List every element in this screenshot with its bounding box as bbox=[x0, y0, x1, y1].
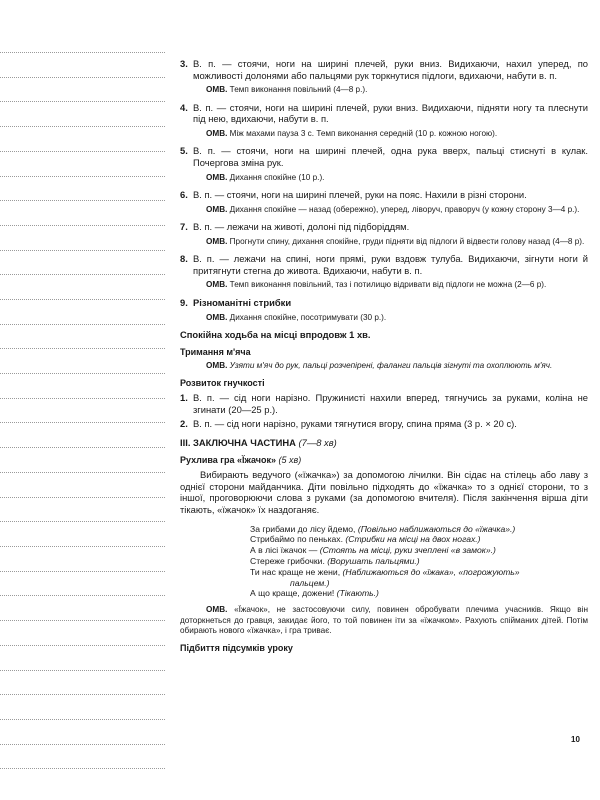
flex-list bbox=[180, 392, 588, 429]
margin-line bbox=[0, 472, 165, 473]
margin-line bbox=[0, 719, 165, 720]
page-content bbox=[180, 58, 588, 657]
margin-line bbox=[0, 299, 165, 300]
poem-text: А що краще, дожени! bbox=[250, 588, 337, 599]
margin-line bbox=[0, 571, 165, 572]
poem-action: (Наближаються до «їжака», «погрожують» bbox=[342, 566, 520, 577]
omv-text: Темп виконання повільний (4—8 р.). bbox=[229, 85, 368, 95]
poem-line bbox=[250, 545, 588, 556]
exercise-text: В. п. — стоячи, ноги на ширині плечей, руки вниз. Видихаючи, нахил уперед, по можливості долонями або пальцями рук торкнутися підлоги, вдихаючи, набути в. п. bbox=[193, 58, 588, 81]
margin-line bbox=[0, 620, 165, 621]
exercise-text: Різноманітні стрибки bbox=[193, 296, 292, 308]
margin-line bbox=[0, 447, 165, 448]
omv-label: ОМВ. bbox=[206, 605, 228, 615]
poem-action: (Стоять на місці, руки зчеплені «в замок».) bbox=[319, 545, 496, 556]
omv-label: ОМВ. bbox=[206, 312, 228, 322]
omv-label: ОМВ. bbox=[206, 236, 228, 246]
exercise-number: 8. bbox=[180, 253, 188, 265]
omv-label: ОМВ. bbox=[206, 361, 228, 371]
poem-text: Стереже грибочки. bbox=[250, 556, 328, 567]
margin-line bbox=[0, 373, 165, 374]
margin-line bbox=[0, 101, 165, 102]
poem-action: (Тікають.) bbox=[336, 588, 379, 599]
poem-line bbox=[250, 524, 588, 535]
lesson-summary: Підбиття підсумків уроку bbox=[180, 642, 293, 653]
exercise-number: 6. bbox=[180, 189, 188, 201]
poem-action: (Стрибки на місці на двох ногах.) bbox=[345, 534, 481, 545]
omv-label: ОМВ. bbox=[206, 128, 228, 138]
poem-line bbox=[250, 534, 588, 545]
game-title-text: Рухлива гра «Їжачок» bbox=[180, 454, 279, 465]
margin-line bbox=[0, 694, 165, 695]
exercise-text: В. п. — лежачи на животі, долоні під підборіддям. bbox=[193, 221, 410, 233]
poem-text: А в лісі їжачок — bbox=[250, 545, 320, 556]
flex-number: 1. bbox=[180, 392, 188, 404]
omv-label: ОМВ. bbox=[206, 204, 228, 214]
flex-item bbox=[180, 418, 588, 430]
poem-text: Стрибаймо по пеньках. bbox=[250, 534, 346, 545]
margin-line bbox=[0, 77, 165, 78]
exercise-number: 4. bbox=[180, 101, 188, 113]
exercise-item bbox=[180, 297, 588, 309]
exercise-number: 5. bbox=[180, 145, 188, 157]
flex-heading: Розвиток гнучкості bbox=[180, 377, 265, 388]
margin-line bbox=[0, 176, 165, 177]
poem-text: Ти нас краще не жени, bbox=[250, 566, 343, 577]
exercise-omv bbox=[206, 280, 588, 291]
flex-text: В. п. — сід ноги нарізно. Пружинисті нахили вперед, тягнучись за руками, коліна не згинати (20—25 р.). bbox=[193, 392, 588, 415]
ball-heading: Тримання м'яча bbox=[180, 346, 251, 357]
margin-line bbox=[0, 274, 165, 275]
margin-line bbox=[0, 744, 165, 745]
ball-omv bbox=[206, 361, 588, 372]
walk-line: Спокійна ходьба на місці впродовж 1 хв. bbox=[180, 329, 371, 341]
poem-action: (Повільно наближаються до «їжачка».) bbox=[357, 523, 516, 534]
game-omv bbox=[180, 605, 588, 637]
poem-line bbox=[250, 578, 588, 589]
exercise-text: В. п. — стоячи, ноги на ширині плечей, одна рука вверх, пальці стиснуті в кулак. Почергова зміна рук. bbox=[193, 145, 588, 168]
exercise-item bbox=[180, 221, 588, 233]
exercise-omv bbox=[206, 313, 588, 324]
game-title bbox=[180, 455, 588, 467]
game-time: (5 хв) bbox=[278, 454, 302, 465]
exercise-item bbox=[180, 58, 588, 81]
margin-line bbox=[0, 225, 165, 226]
poem-text: За грибами до лісу йдемо, bbox=[250, 523, 358, 534]
flex-text: В. п. — сід ноги нарізно, руками тягнутися вгору, спина пряма (3 р. × 20 с). bbox=[193, 417, 517, 429]
poem-line bbox=[250, 588, 588, 599]
exercise-text: В. п. — стоячи, ноги на ширині плечей, руки на пояс. Нахили в різні сторони. bbox=[193, 189, 527, 201]
exercise-text: В. п. — стоячи, ноги на ширині плечей, руки вниз. Видихаючи, підняти ногу та плеснути під нею, вдихаючи, набути в. п. bbox=[193, 101, 588, 125]
exercise-item bbox=[180, 253, 588, 276]
margin-line bbox=[0, 52, 165, 53]
page-number: 10 bbox=[571, 735, 580, 744]
poem-line bbox=[250, 567, 588, 578]
omv-text: Темп виконання повільний, таз і потилицю відривати від підлоги не можна (2—6 р). bbox=[229, 280, 547, 290]
final-title-text: ІІІ. ЗАКЛЮЧНА ЧАСТИНА bbox=[180, 437, 299, 449]
margin-line bbox=[0, 645, 165, 646]
omv-text: «Їжачок», не застосовуючи силу, повинен обробувати плечима учасників. Якщо він доторкнеться до гравця, закидає його, то той повинен іти за «їжачком». Рахують спійманих дітей. Потім обирають нового «їжачка», і гра триває. bbox=[180, 605, 588, 636]
exercise-item bbox=[180, 102, 588, 125]
exercise-omv bbox=[206, 85, 588, 96]
poem-line bbox=[250, 556, 588, 567]
omv-label: ОМВ. bbox=[206, 85, 228, 95]
omv-text: Прогнути спину, дихання спокійне, груди підняти від підлоги й відвести голову назад (4—8 р). bbox=[229, 236, 585, 246]
omv-text: Між махами пауза 3 с. Темп виконання середній (10 р. кожною ногою). bbox=[229, 128, 498, 138]
margin-line bbox=[0, 348, 165, 349]
margin-line bbox=[0, 398, 165, 399]
omv-label: ОМВ. bbox=[206, 280, 228, 290]
exercise-number: 3. bbox=[180, 58, 188, 69]
exercise-omv bbox=[206, 129, 588, 140]
margin-line bbox=[0, 546, 165, 547]
exercise-number: 9. bbox=[180, 296, 188, 308]
margin-line bbox=[0, 250, 165, 251]
exercise-number: 7. bbox=[180, 221, 188, 233]
margin-line bbox=[0, 670, 165, 671]
omv-label: ОМВ. bbox=[206, 172, 228, 182]
omv-text: Узяти м'яч до рук, пальці розчепірені, фаланги пальців зігнуті та охоплюють м'яч. bbox=[229, 361, 553, 371]
flex-item bbox=[180, 392, 588, 415]
exercise-item bbox=[180, 145, 588, 168]
flex-number: 2. bbox=[180, 417, 188, 429]
omv-text: Дихання спокійне — назад (обережно), уперед, ліворуч, праворуч (у кожну сторону 3—4 р.). bbox=[229, 204, 580, 214]
margin-line bbox=[0, 151, 165, 152]
poem-action: (Ворушать пальцями.) bbox=[327, 556, 420, 567]
margin-note-lines bbox=[0, 0, 168, 800]
omv-text: Дихання спокійне (10 р.). bbox=[229, 172, 325, 182]
exercise-list bbox=[180, 58, 588, 323]
margin-line bbox=[0, 521, 165, 522]
final-section-title bbox=[180, 437, 588, 449]
margin-line bbox=[0, 200, 165, 201]
exercise-omv bbox=[206, 205, 588, 216]
margin-line bbox=[0, 497, 165, 498]
game-poem bbox=[250, 524, 588, 600]
exercise-omv bbox=[206, 173, 588, 184]
margin-line bbox=[0, 595, 165, 596]
poem-action: пальцем.) bbox=[290, 577, 330, 588]
margin-line bbox=[0, 324, 165, 325]
margin-line bbox=[0, 768, 165, 769]
margin-line bbox=[0, 422, 165, 423]
exercise-omv bbox=[206, 237, 588, 248]
exercise-text: В. п. — лежачи на спині, ноги прямі, руки вздовж тулуба. Видихаючи, зігнути ноги й притягнути стегна до живота. Вдихаючи, набути в. п. bbox=[193, 253, 588, 276]
exercise-item bbox=[180, 189, 588, 201]
game-description: Вибирають ведучого («їжачка») за допомогою лічилки. Він сідає на стілець або лаву з однієї сторони майданчика. Діти повільно підходять до «їжачка» то з однієї сторони, то з іншої, проговорюючи слова з руками (за допомогою вчителя). Після закінчення вірша діти тікають, «їжачок» їх наздоганяє. bbox=[180, 469, 588, 516]
omv-text: Дихання спокійне, посотримувати (30 р.). bbox=[229, 312, 387, 322]
final-title-time: (7—8 хв) bbox=[298, 437, 337, 449]
margin-line bbox=[0, 126, 165, 127]
